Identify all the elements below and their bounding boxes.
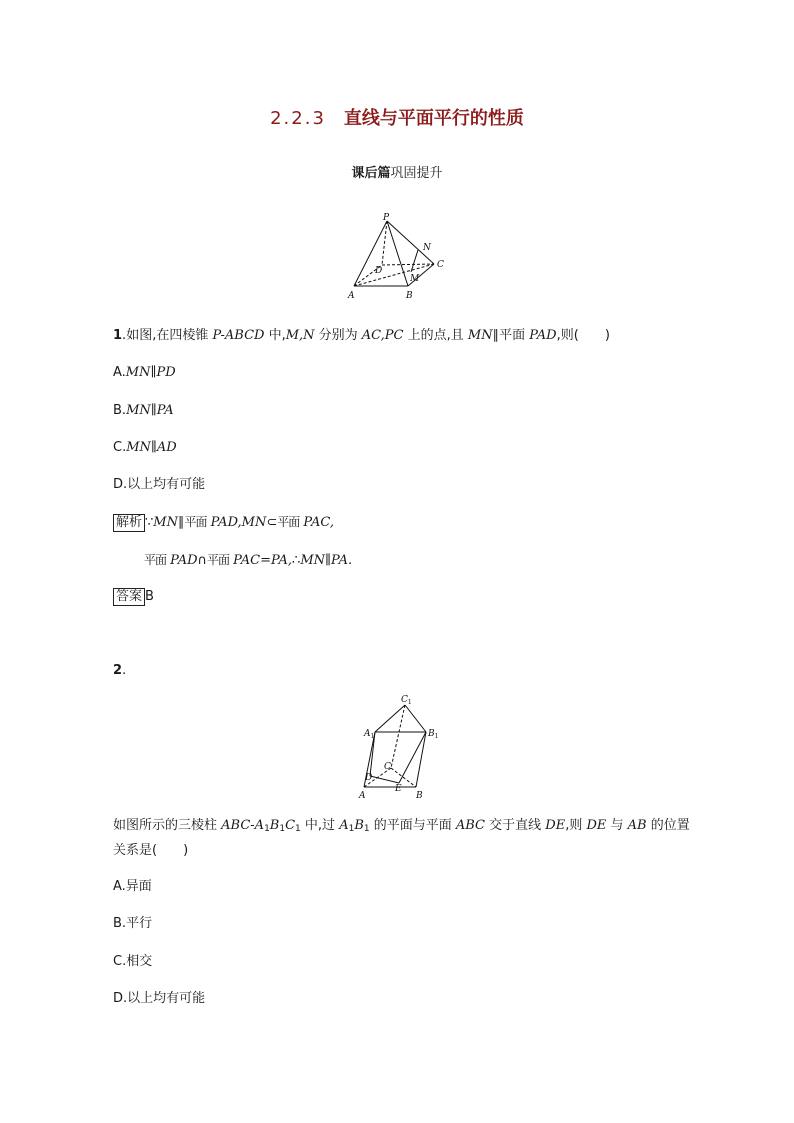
q1-answer <box>113 587 154 607</box>
edge-pa <box>354 221 387 286</box>
edge-cc1 <box>391 705 405 768</box>
label-d: D <box>375 266 383 276</box>
label-a: A <box>348 291 355 301</box>
analysis-label: 解析 <box>113 514 145 532</box>
page-title <box>0 104 794 130</box>
figure-pyramid <box>330 210 460 305</box>
answer-value: B <box>145 589 154 604</box>
section-title: 直线与平面平行的性质 <box>343 108 524 129</box>
label-e: E <box>395 784 402 794</box>
page-subtitle <box>0 162 794 181</box>
subtitle-rest: 巩固提升 <box>390 166 443 181</box>
q2-option-c: C.相交 <box>113 954 153 969</box>
label-p: P <box>383 213 390 223</box>
q2-option-d: D.以上均有可能 <box>113 991 206 1006</box>
q1-option-b: B.MN∥PA <box>113 403 174 418</box>
edge-b1e <box>399 732 426 783</box>
q1-option-c: C.MN∥AD <box>113 440 177 455</box>
label-a1: $A_1$ <box>364 729 375 740</box>
q1-stem: 1.如图,在四棱锥 P-ABCD 中,M,N 分别为 AC,PC 上的点,且 MN∥平面 PAD,则( ) <box>113 328 610 343</box>
q2-stem-line2: 关系是( ) <box>113 843 189 858</box>
label-c1: $C_1$ <box>401 695 412 706</box>
q1-analysis-line2: 平面 PAD∩平面 PAC=PA,∴MN∥PA. <box>144 553 353 568</box>
answer-label: 答案 <box>113 588 145 606</box>
q1-option-d: D.以上均有可能 <box>113 477 206 492</box>
diagonal-ac <box>354 264 434 286</box>
label-m: M <box>410 274 420 284</box>
label-b: B <box>406 291 413 301</box>
label-b: B <box>416 791 423 801</box>
label-c: C <box>437 260 444 270</box>
q2-option-a: A.异面 <box>113 879 152 894</box>
label-a: A <box>359 791 366 801</box>
q1-option-a: A.MN∥PD <box>113 365 176 380</box>
edge-a1c1 <box>375 705 405 732</box>
section-number: 2.2.3 <box>270 108 326 129</box>
edge-bb1 <box>416 732 426 787</box>
q2-option-b: B.平行 <box>113 916 153 931</box>
q1-analysis-line1: 解析 ∵MN∥平面 PAD,MN⊂平面 PAC, <box>113 512 334 533</box>
label-d: D <box>365 773 373 783</box>
label-b1: $B_1$ <box>428 729 439 740</box>
q2-number: 2. <box>113 663 127 678</box>
figure-prism <box>355 690 445 802</box>
subtitle-bold: 课后篇 <box>351 166 391 181</box>
edge-dc <box>382 264 434 265</box>
label-n: N <box>423 243 431 253</box>
edge-b1c1 <box>405 705 426 732</box>
edge-pd <box>382 221 387 265</box>
label-c: C <box>384 762 391 772</box>
q2-stem-line1: 如图所示的三棱柱 ABC-$A_1B_1C_1$ 中,过 $A_1B_1$ 的平面与平面 ABC 交于直线 DE,则 DE 与 AB 的位置 <box>113 818 690 834</box>
